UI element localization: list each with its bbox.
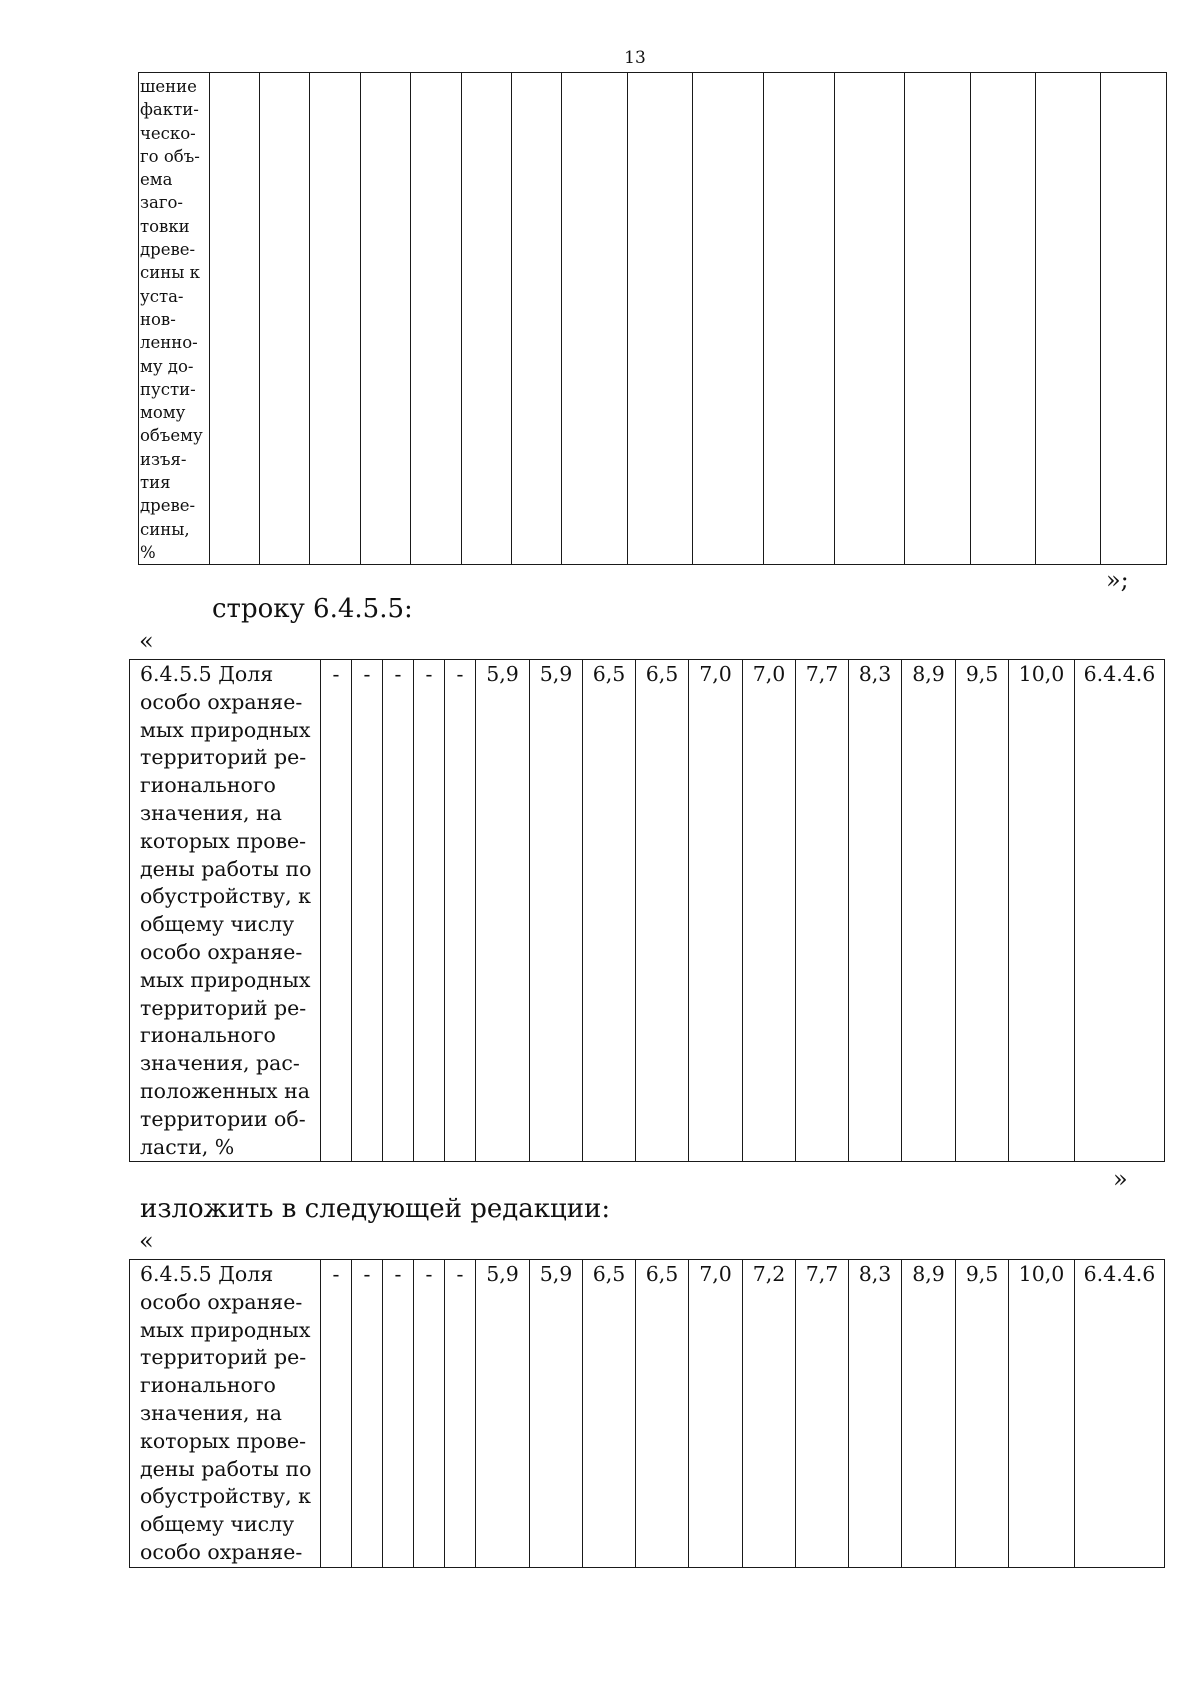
- value-cell: 6.4.4.6: [1075, 660, 1165, 1162]
- value-cell: 8,3: [849, 660, 902, 1162]
- opening-quote: «: [139, 1227, 154, 1255]
- label-line: особо охраняе-: [140, 1289, 303, 1314]
- row-label-cell: [130, 1260, 321, 1568]
- value-cell: 5,9: [530, 660, 583, 1162]
- value-cell: 8,9: [902, 1260, 956, 1568]
- label-line: му до-: [140, 356, 194, 376]
- value-cell: 7,0: [689, 1260, 743, 1568]
- label-line: значения, на: [140, 1400, 282, 1425]
- label-line: гионального: [140, 1023, 276, 1048]
- label-line: дены работы по: [140, 1456, 312, 1481]
- label-line: древе-: [140, 496, 196, 516]
- value-cell: 5,9: [476, 660, 530, 1162]
- value-cell: 8,3: [849, 1260, 902, 1568]
- value-cell: -: [445, 1260, 476, 1568]
- value-cell: -: [321, 660, 352, 1162]
- label-line: изъя-: [140, 449, 187, 469]
- label-line: сины к: [140, 263, 200, 283]
- label-line: обустройству, к: [140, 884, 311, 909]
- value-cell: 9,5: [956, 1260, 1009, 1568]
- label-line: которых прове-: [140, 828, 307, 853]
- label-line: уста-: [140, 286, 184, 306]
- label-line: территорий ре-: [140, 745, 307, 770]
- label-line: территорий ре-: [140, 1345, 307, 1370]
- table-row: [139, 73, 1167, 565]
- top-table: [138, 72, 1167, 565]
- label-line: %: [140, 542, 156, 562]
- label-line: пусти-: [140, 379, 196, 399]
- value-cell: 9,5: [956, 660, 1009, 1162]
- label-line: факти-: [140, 100, 199, 120]
- label-line: мому: [140, 403, 186, 423]
- opening-quote: «: [139, 627, 154, 655]
- value-cell: -: [383, 660, 414, 1162]
- label-line: 6.4.5.5 Доля: [140, 662, 274, 686]
- value-cell: 5,9: [530, 1260, 583, 1568]
- value-cell: 7,0: [743, 660, 796, 1162]
- value-cell: 6,5: [583, 660, 636, 1162]
- value-cell: 8,9: [902, 660, 956, 1162]
- label-line: гионального: [140, 1373, 276, 1398]
- value-cell: 10,0: [1009, 1260, 1075, 1568]
- label-line: гионального: [140, 773, 276, 798]
- value-cell: 7,2: [743, 1260, 796, 1568]
- value-cell: -: [414, 1260, 445, 1568]
- closing-quote: »;: [1106, 566, 1129, 594]
- label-line: ческо-: [140, 123, 196, 143]
- label-line: 6.4.5.5 Доля: [140, 1262, 274, 1286]
- table-cell: [411, 73, 461, 565]
- value-cell: 6,5: [636, 660, 689, 1162]
- label-line: древе-: [140, 240, 196, 260]
- table-cell: [970, 73, 1035, 565]
- table-cell: [1036, 73, 1101, 565]
- table-cell: [511, 73, 561, 565]
- label-line: мых природных: [140, 717, 311, 742]
- table-cell: [260, 73, 310, 565]
- label-line: го объ-: [140, 146, 200, 166]
- label-line: нов-: [140, 309, 176, 329]
- label-line: ленно-: [140, 333, 198, 353]
- label-line: особо охраняе-: [140, 1539, 303, 1564]
- label-line: тия: [140, 473, 171, 493]
- label-line: обустройству, к: [140, 1484, 311, 1509]
- table-cell: [562, 73, 627, 565]
- value-cell: 7,7: [796, 1260, 849, 1568]
- value-cell: 7,7: [796, 660, 849, 1162]
- value-cell: 6,5: [636, 1260, 689, 1568]
- label-line: территорий ре-: [140, 995, 307, 1020]
- value-cell: 10,0: [1009, 660, 1075, 1162]
- label-line: сины,: [140, 519, 190, 539]
- closing-quote: »: [1113, 1165, 1128, 1193]
- label-line: территории об-: [140, 1106, 306, 1131]
- table-cell: [360, 73, 410, 565]
- label-line: общему числу: [140, 912, 295, 937]
- table-cell: [461, 73, 511, 565]
- label-line: общему числу: [140, 1512, 295, 1537]
- label-line: мых природных: [140, 1317, 311, 1342]
- label-line: особо охраняе-: [140, 939, 303, 964]
- value-cell: 6.4.4.6: [1075, 1260, 1165, 1568]
- table-cell: [834, 73, 905, 565]
- row-label-cell: [130, 660, 321, 1162]
- table-row: [130, 1260, 1165, 1568]
- row-label-cell: [139, 73, 210, 565]
- value-cell: -: [383, 1260, 414, 1568]
- label-line: заго-: [140, 193, 183, 213]
- table-new: [129, 1259, 1165, 1568]
- instruction-line: строку 6.4.5.5:: [212, 594, 413, 624]
- value-cell: 7,0: [689, 660, 743, 1162]
- table-row: [130, 660, 1165, 1162]
- value-cell: -: [414, 660, 445, 1162]
- label-line: значения, на: [140, 800, 282, 825]
- table-cell: [905, 73, 970, 565]
- label-line: мых природных: [140, 967, 311, 992]
- value-cell: 6,5: [583, 1260, 636, 1568]
- value-cell: -: [321, 1260, 352, 1568]
- label-line: значения, рас-: [140, 1051, 300, 1076]
- table-cell: [310, 73, 360, 565]
- value-cell: 5,9: [476, 1260, 530, 1568]
- label-line: шение: [140, 77, 197, 96]
- label-line: объему: [140, 426, 203, 446]
- value-cell: -: [352, 660, 383, 1162]
- label-line: ласти, %: [140, 1134, 235, 1159]
- table-cell: [209, 73, 259, 565]
- label-line: положенных на: [140, 1078, 310, 1103]
- table-cell: [763, 73, 834, 565]
- instruction-line: изложить в следующей редакции:: [140, 1194, 611, 1224]
- value-cell: -: [445, 660, 476, 1162]
- label-line: которых прове-: [140, 1428, 307, 1453]
- label-line: дены работы по: [140, 856, 312, 881]
- value-cell: -: [352, 1260, 383, 1568]
- page-number: 13: [624, 48, 646, 68]
- table-cell: [693, 73, 764, 565]
- table-cell: [1101, 73, 1167, 565]
- table-old: [129, 659, 1165, 1162]
- label-line: ема: [140, 170, 173, 190]
- table-cell: [627, 73, 692, 565]
- label-line: особо охраняе-: [140, 689, 303, 714]
- label-line: товки: [140, 216, 190, 236]
